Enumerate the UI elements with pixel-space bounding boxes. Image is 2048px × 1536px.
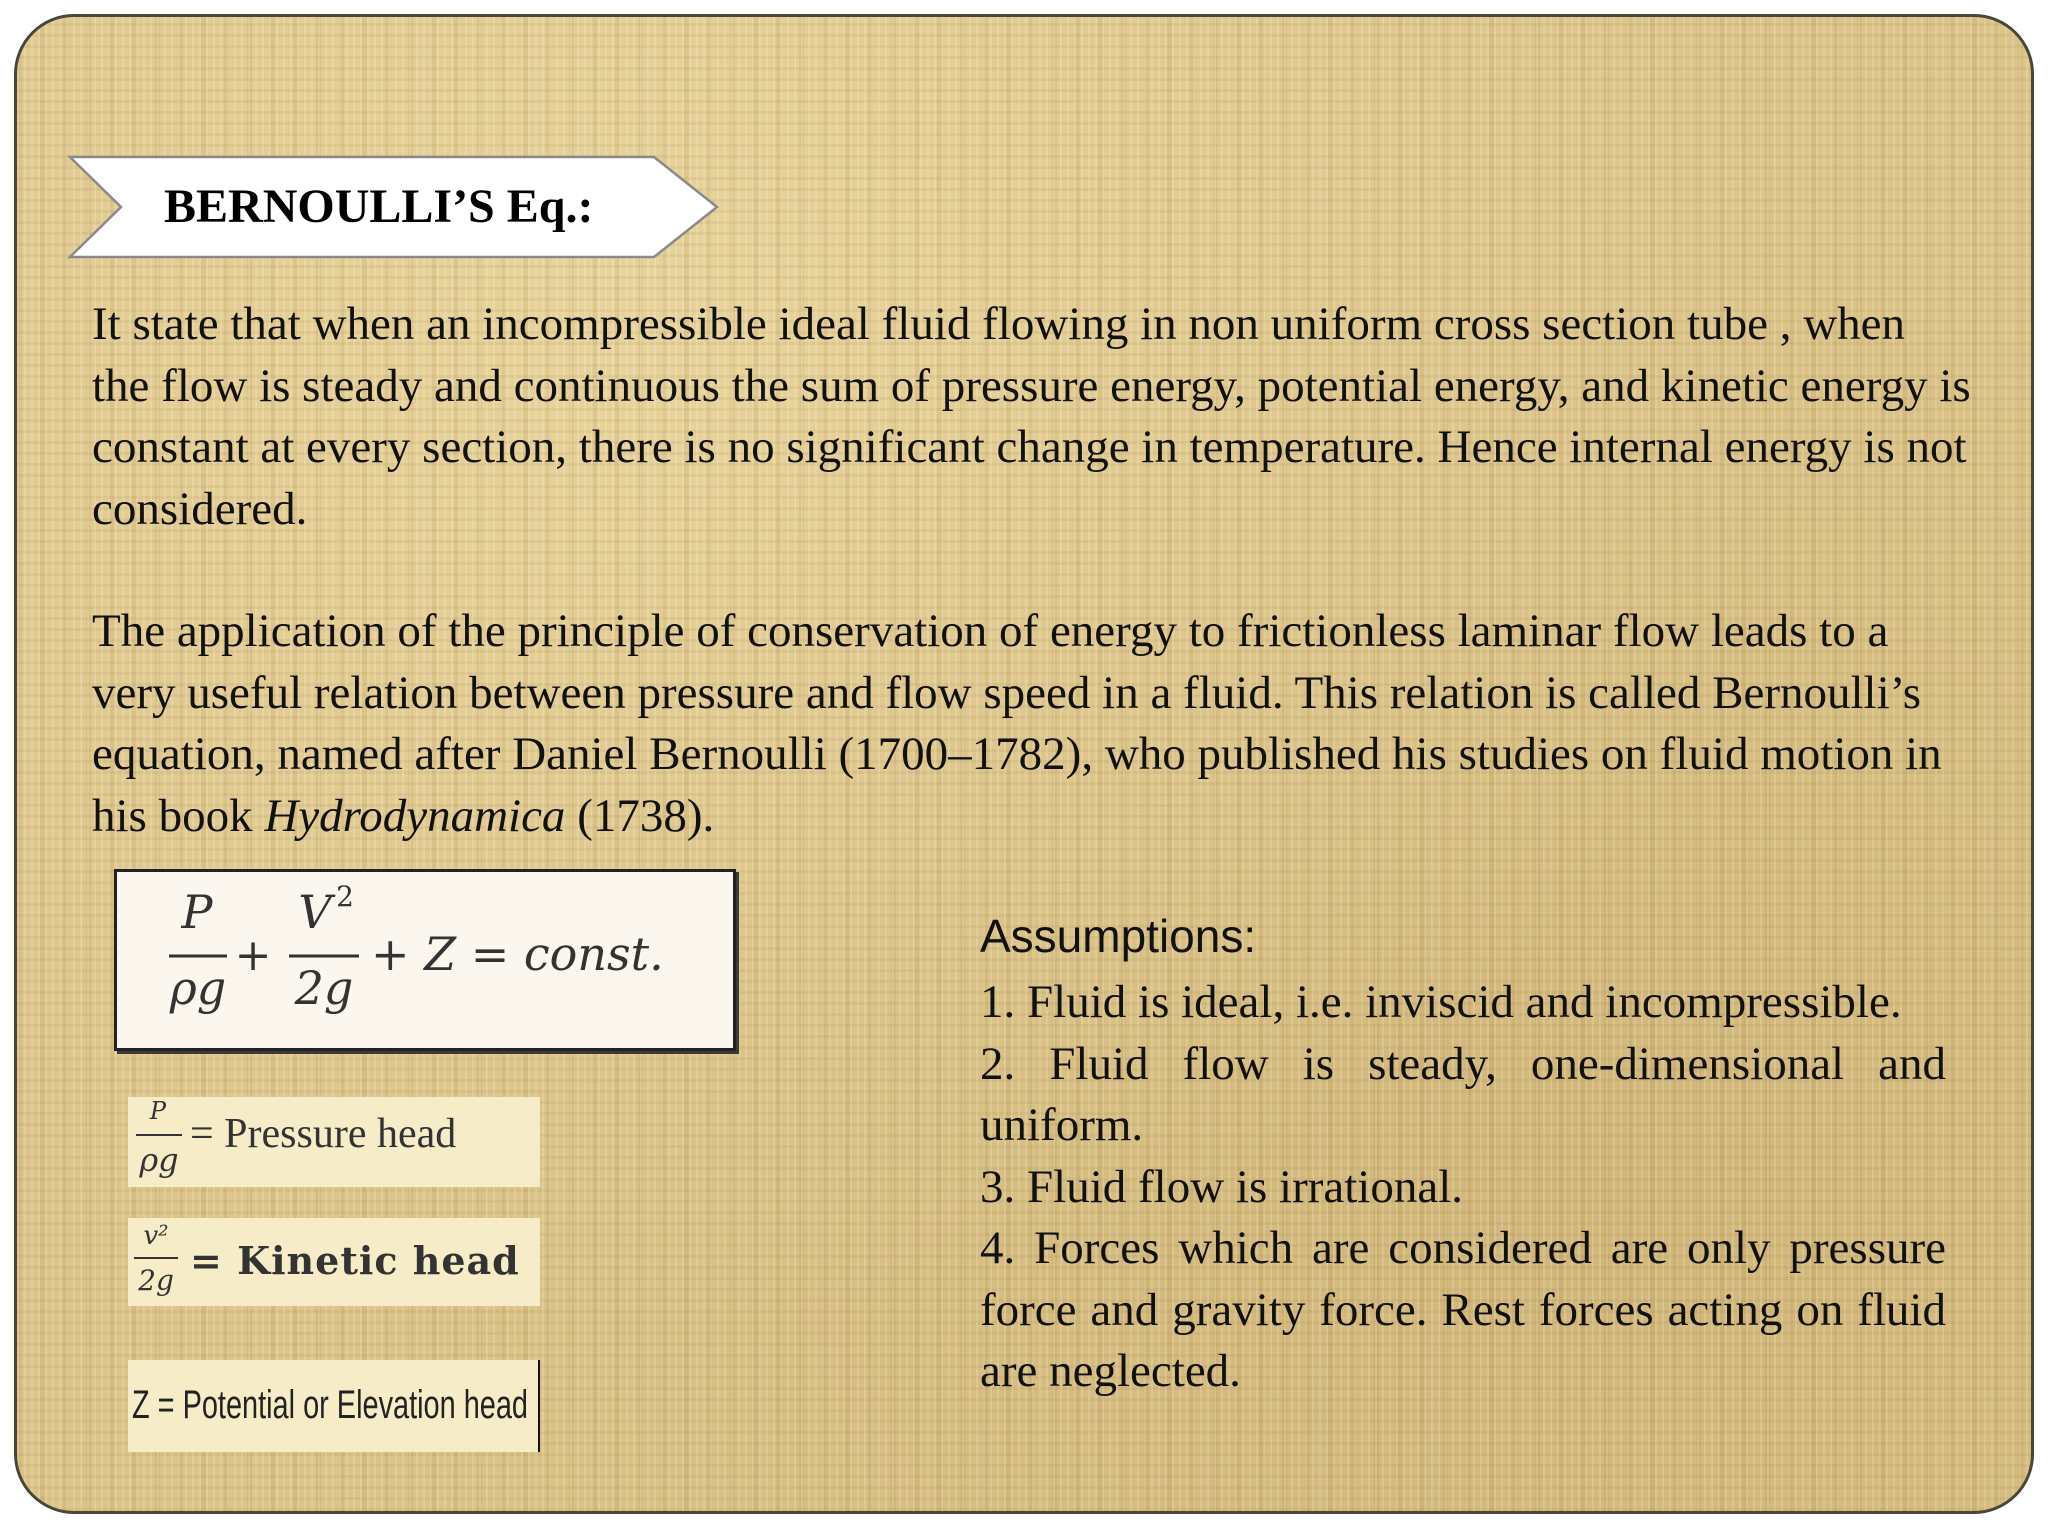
pressure-head-den: ρg [139, 1141, 179, 1179]
eq-rho-g: ρg [169, 961, 227, 1015]
assumptions-list [980, 972, 1946, 1403]
assumption-item: 1. Fluid is ideal, i.e. inviscid and incompressible. [980, 976, 1902, 1028]
eq-p: P [181, 885, 213, 939]
paragraph-history [92, 601, 1972, 847]
kinetic-head-box [128, 1218, 540, 1306]
kinetic-head-label: = Kinetic head [190, 1238, 520, 1283]
book-title: Hydrodynamica [264, 789, 566, 842]
paragraph-history-text: The application of the principle of conservation of energy to frictionless laminar flow leads to a very useful relation between pressure and flow speed in a fluid. This relation is called Bernoulli’s equation, named after Daniel Bernoulli (1700–1782), who published his studies on fluid motion in his book [92, 605, 1942, 842]
eq-v: V [298, 885, 332, 939]
eq-plus: + [234, 930, 272, 981]
title-tag [69, 155, 721, 259]
assumptions-title: Assumptions: [980, 910, 1257, 962]
kinetic-head-den: 2g [138, 1264, 174, 1297]
eq-z-const: + Z = const. [371, 927, 664, 981]
paragraph-definition: It state that when an incompressible ideal fluid flowing in non uniform cross section tube , when the flow is steady and continuous the sum of pressure energy, potential energy, and kinetic energy is constant at every section, there is no significant change in temperature. Hence internal energy is not considered. [92, 298, 1971, 535]
kinetic-head-num: v² [143, 1221, 169, 1251]
assumption-item: 4. Forces which are considered are only pressure force and gravity force. Rest forces acting on fluid are neglected. [980, 1222, 1946, 1397]
bernoulli-equation [114, 869, 736, 1051]
paragraph-history-end: (1738). [565, 789, 715, 842]
eq-exponent: 2 [336, 880, 354, 913]
assumption-item: 3. Fluid flow is irrational. [980, 1160, 1464, 1213]
potential-head-divider [538, 1360, 540, 1452]
potential-head-label: Z = Potential or Elevation head [132, 1383, 528, 1427]
pressure-head-box [128, 1097, 540, 1187]
slide-title: BERNOULLI’S Eq.: [164, 180, 594, 233]
eq-two-g: 2g [294, 961, 354, 1015]
pressure-head-num: P [149, 1097, 167, 1125]
pressure-head-label: = Pressure head [190, 1111, 457, 1157]
potential-head-box [128, 1360, 538, 1452]
assumption-item: 2. Fluid flow is steady, one-dimensional and uniform. [980, 1037, 1946, 1151]
